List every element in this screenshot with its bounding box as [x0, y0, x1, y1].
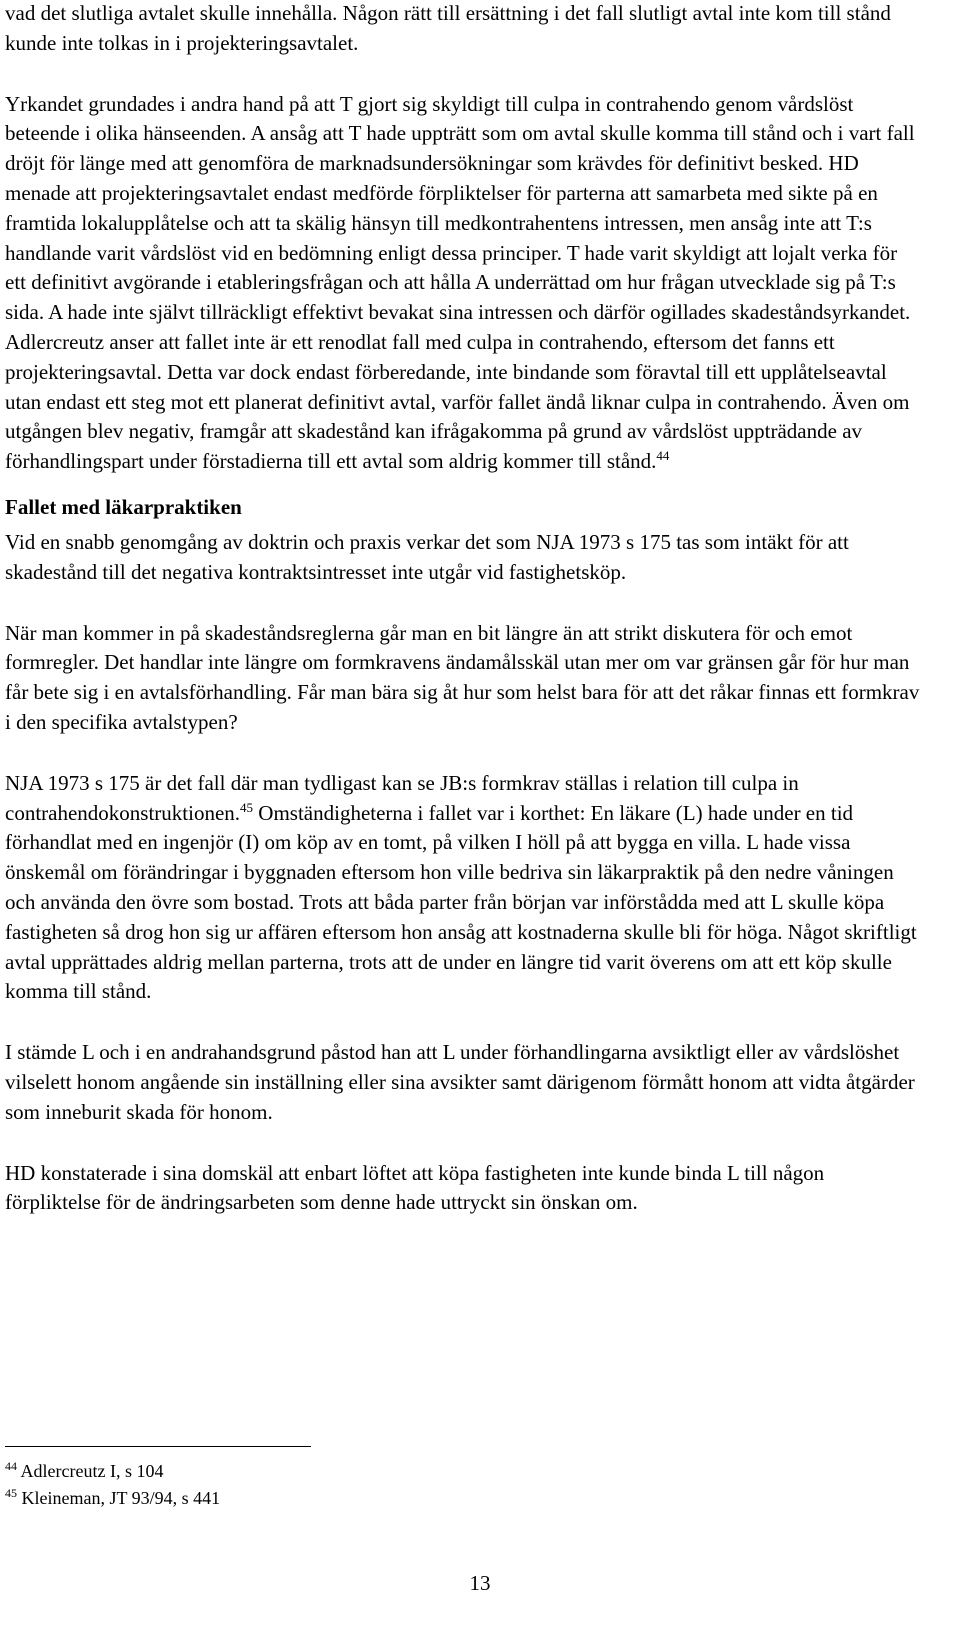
paragraph-doctrine: Vid en snabb genomgång av doktrin och praxis verkar det som NJA 1973 s 175 tas som intäkt för att skadestånd till det negativa kontraktsintresset inte utgår vid fastighetsköp.	[5, 529, 849, 584]
footnote-number: 45	[5, 1486, 17, 1500]
footnotes	[5, 1458, 220, 1512]
paragraph-culpa-claim	[5, 90, 920, 477]
footnote-ref-45: 45	[240, 799, 254, 815]
footnote-ref-44: 44	[656, 448, 670, 464]
document-body	[5, 0, 920, 1218]
paragraph-damages-rules: När man kommer in på skadeståndsreglerna går man en bit längre än att strikt diskutera för och emot formregler. Det handlar inte längre om formkravens ändamålsskäl utan mer om var gränsen går för hur man får bete sig i en avtalsförhandling. Får man bära sig åt hur som helst bara för att det råkar finnas ett formkrav i den specifika avtalstypen?	[5, 620, 920, 734]
paragraph-lawsuit: I stämde L och i en andrahandsgrund påstod han att L under förhandlingarna avsiktligt eller av vårdslöshet vilselett honom angående sin inställning eller sina avsikter samt därigenom förmått honom att vidta åtgärder som inneburit skada för honom.	[5, 1040, 915, 1124]
footnote-text: Kleineman, JT 93/94, s 441	[17, 1488, 221, 1508]
paragraph-text: Yrkandet grundades i andra hand på att T gjort sig skyldigt till culpa in contrahendo genom vårdslöst beteende i olika hänseenden. A ansåg att T hade uppträtt som om avtal skulle komma till stånd och i vart fall dröjt för länge med att genomföra de marknadsundersökningar som krävdes för definitivt besked. HD menade att projekteringsavtalet endast medförde förpliktelser för parterna att samarbeta med sikte på en framtida lokalupplåtelse och att ta skälig hänsyn till medkontrahentens intressen, men ansåg inte att T:s handlande varit vårdslöst vid en bedömning enligt dessa principer. T hade varit skyldigt att lojalt verka för ett definitivt avgörande i etableringsfrågan och att hålla A underrättad om hur frågan utvecklade sig på T:s sida. A hade inte självt tillräckligt effektivt bevakat sina intressen och därför ogillades skadeståndsyrkandet. Adlercreutz anser att fallet inte är ett renodlat fall med culpa in contrahendo, eftersom det fanns ett projekteringsavtal. Detta var dock endast förberedande, inte bindande som föravtal till ett upplåtelseavtal utan endast ett steg mot ett planerat definitivt avtal, varför fallet ändå liknar culpa in contrahendo. Även om utgången blev negativ, framgår att skadestånd kan ifrågakomma på grund av vårdslöst uppträdande av förhandlingspart under förstadierna till ett avtal som aldrig kommer till stånd.	[5, 91, 915, 474]
paragraph-continuation: vad det slutliga avtalet skulle innehålla. Någon rätt till ersättning i det fall slutligt avtal inte kom till stånd kunde inte tolkas in i projekteringsavtalet.	[5, 1, 891, 55]
paragraph-text: Omständigheterna i fallet var i korthet: En läkare (L) hade under en tid förhandlat med en ingenjör (I) om köp av en tomt, på vilken I höll på att bygga en villa. L hade vissa önskemål om förändringar i byggnaden eftersom hon ville bedriva sin läkarpraktik på den nedre våningen och använda den övre som bostad. Trots att båda parter från början var införstådda med att L skulle köpa fastigheten så drog hon sig ur affären eftersom hon ansåg att kostnaderna skulle bli för höga. Något skriftligt avtal upprättades aldrig mellan parterna, trots att de under en längre tid varit överens om att ett köp skulle komma till stånd.	[5, 800, 917, 1004]
page-number: 13	[469, 1571, 491, 1595]
paragraph-text: NJA 1973 s 175 är det fall där man tydligast kan se JB:s formkrav ställas i relation till culpa in contrahendokonstruktionen.	[5, 770, 799, 825]
footnote-45	[5, 1485, 220, 1512]
paragraph-nja-case	[5, 769, 920, 1007]
footnote-44	[5, 1458, 220, 1485]
footnote-separator	[5, 1446, 311, 1447]
section-heading: Fallet med läkarpraktiken	[5, 494, 242, 519]
footnote-text: Adlercreutz I, s 104	[17, 1461, 164, 1481]
footnote-number: 44	[5, 1459, 17, 1473]
paragraph-supreme-court: HD konstaterade i sina domskäl att enbart löftet att köpa fastigheten inte kunde binda L till någon förpliktelse för de ändringsarbeten som denne hade uttryckt sin önskan om.	[5, 1160, 825, 1215]
